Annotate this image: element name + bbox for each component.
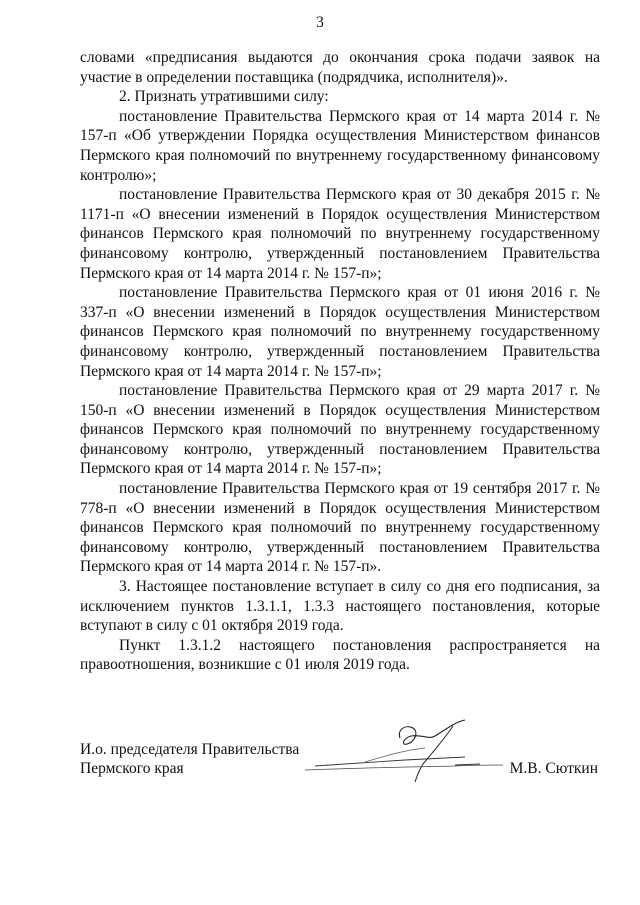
- signatory-name: М.В. Сюткин: [509, 760, 598, 777]
- signatory-position: [80, 740, 299, 778]
- paragraph-item-3-clause: Пункт 1.3.1.2 настоящего постановления распространяется на правоотношения, возникшие с 01 июля 2019 года.: [80, 636, 600, 674]
- paragraph-item-3: 3. Настоящее постановление вступает в силу со дня его подписания, за исключением пунктов 1.3.1.1, 1.3.3 настоящего постановления, которые вступают в силу с 01 октября 2019 года.: [80, 578, 600, 635]
- signatory-position-line-2: Пермского края: [80, 760, 184, 777]
- signature-block: [80, 740, 600, 800]
- paragraph-repealed-act-3: постановление Правительства Пермского края от 01 июня 2016 г. № 337-п «О внесении изменений в Порядок осуществления Министерством финансов Пермского края полномочий по внутреннему государственному финансовому контролю, утвержденный постановлением Правительства Пермского края от 14 марта 2014 г. № 157-п»;: [80, 284, 600, 380]
- document-body: [80, 48, 600, 675]
- paragraph-repealed-act-4: постановление Правительства Пермского края от 29 марта 2017 г. № 150-п «О внесении изменений в Порядок осуществления Министерством финансов Пермского края полномочий по внутреннему государственному финансовому контролю, утвержденный постановлением Правительства Пермского края от 14 марта 2014 г. № 157-п»;: [80, 382, 600, 478]
- page-number: 3: [316, 14, 324, 31]
- paragraph-repealed-act-2: постановление Правительства Пермского края от 30 декабря 2015 г. № 1171-п «О внесении изменений в Порядок осуществления Министерством финансов Пермского края полномочий по внутреннему государственному финансовому контролю, утвержденный постановлением Правительства Пермского края от 14 марта 2014 г. № 157-п»;: [80, 186, 600, 282]
- paragraph-repealed-act-5: постановление Правительства Пермского края от 19 сентября 2017 г. № 778-п «О внесении изменений в Порядок осуществления Министерством финансов Пермского края полномочий по внутреннему государственному финансовому контролю, утвержденный постановлением Правительства Пермского края от 14 марта 2014 г. № 157-п».: [80, 480, 600, 576]
- paragraph-item-2: 2. Признать утратившими силу:: [119, 88, 329, 106]
- handwritten-signature: [305, 718, 505, 788]
- paragraph-repealed-act-1: постановление Правительства Пермского края от 14 марта 2014 г. № 157-п «Об утверждении Порядка осуществления Министерством финансов Пермского края полномочий по внутреннему государственному финансовому контролю»;: [80, 107, 600, 184]
- signatory-position-line-1: И.о. председателя Правительства: [80, 741, 300, 758]
- paragraph-continuation: словами «предписания выдаются до окончания срока подачи заявок на участие в определении поставщика (подрядчика, исполнителя)».: [80, 49, 600, 86]
